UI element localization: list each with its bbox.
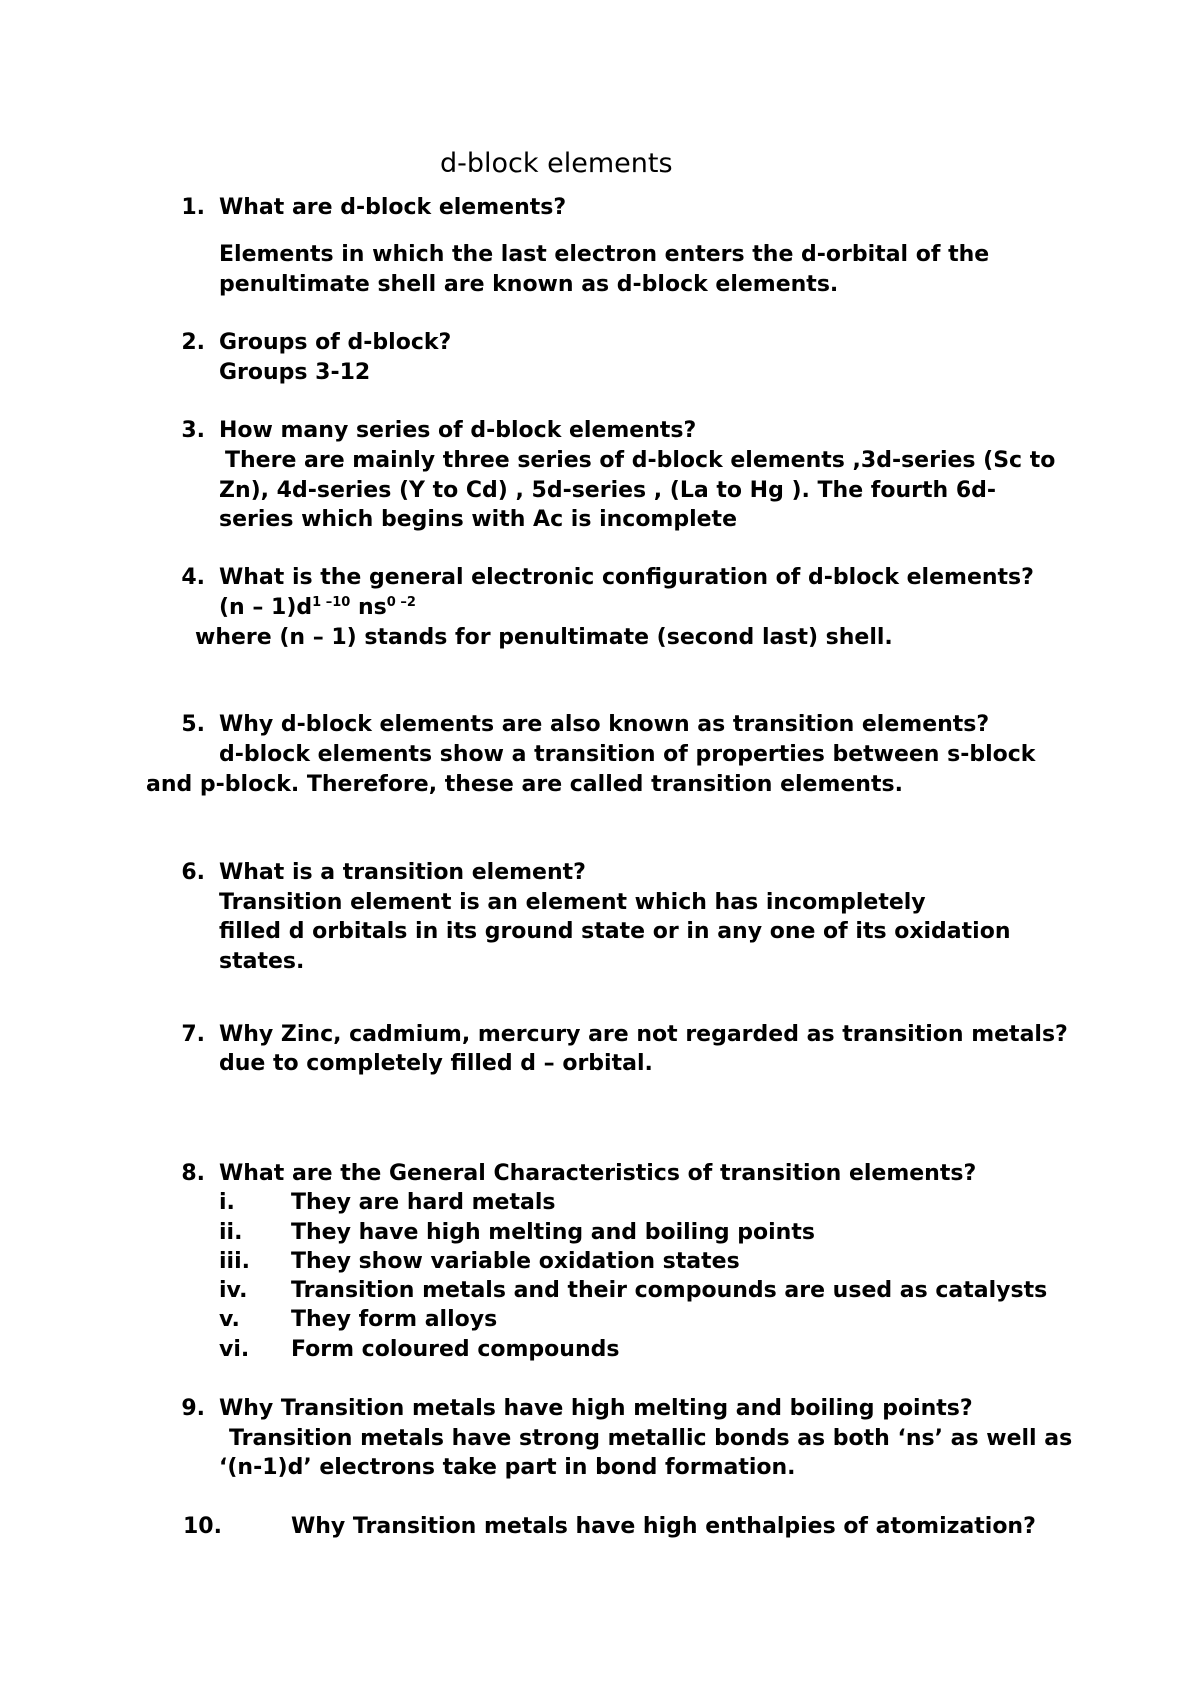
q6-answer-line1: Transition element is an element which has incompletely — [219, 890, 926, 915]
q6-question: What is a transition element? — [219, 860, 586, 885]
q1-answer-line1: Elements in which the last electron enters the d-orbital of the — [219, 242, 990, 267]
q2-answer: Groups 3-12 — [219, 360, 371, 385]
q9-question: Why Transition metals have high melting and boiling points? — [219, 1396, 973, 1421]
q1-answer-line2: penultimate shell are known as d-block elements. — [219, 272, 839, 297]
q5-answer-line1: d-block elements show a transition of properties between s-block — [219, 742, 1036, 767]
q3-question: How many series of d-block elements? — [219, 418, 697, 443]
q8-item-numeral: i. — [219, 1190, 235, 1215]
q8-item-text: They have high melting and boiling points — [291, 1220, 815, 1245]
q7-number: 7. — [181, 1022, 205, 1047]
q8-item-text: They form alloys — [291, 1307, 498, 1332]
q3-number: 3. — [181, 418, 205, 443]
q3-answer-line1: There are mainly three series of d-block elements ,3d-series (Sc to — [225, 448, 1056, 473]
q1-question: What are d-block elements? — [219, 195, 567, 220]
q4-number: 4. — [181, 565, 205, 590]
q7-answer: due to completely filled d – orbital. — [219, 1051, 653, 1076]
q6-answer-line3: states. — [219, 949, 305, 974]
q10-number: 10. — [183, 1514, 222, 1539]
q3-answer-line2: Zn), 4d-series (Y to Cd) , 5d-series , (La to Hg ). The fourth 6d- — [219, 478, 997, 503]
q4-answer-line2: where (n – 1) stands for penultimate (second last) shell. — [195, 625, 893, 650]
q9-number: 9. — [181, 1396, 205, 1421]
q5-number: 5. — [181, 712, 205, 737]
q8-item-text: Form coloured compounds — [291, 1337, 620, 1362]
q2-number: 2. — [181, 330, 205, 355]
q8-question: What are the General Characteristics of transition elements? — [219, 1161, 977, 1186]
q4-formula-sup1: 1 –10 — [312, 595, 351, 610]
q6-number: 6. — [181, 860, 205, 885]
q8-number: 8. — [181, 1161, 205, 1186]
q7-question: Why Zinc, cadmium, mercury are not regarded as transition metals? — [219, 1022, 1068, 1047]
q4-formula — [219, 597, 416, 619]
q4-formula-sup2: 0 –2 — [386, 595, 416, 610]
q2-question: Groups of d-block? — [219, 330, 452, 355]
q5-question: Why d-block elements are also known as transition elements? — [219, 712, 990, 737]
q8-item-text: They are hard metals — [291, 1190, 556, 1215]
q8-item-numeral: iii. — [219, 1249, 250, 1274]
q8-item-numeral: vi. — [219, 1337, 250, 1362]
q8-item-numeral: v. — [219, 1307, 240, 1332]
q8-item-text: They show variable oxidation states — [291, 1249, 740, 1274]
q10-question: Why Transition metals have high enthalpies of atomization? — [291, 1514, 1036, 1539]
q4-question: What is the general electronic configuration of d-block elements? — [219, 565, 1034, 590]
q8-item-text: Transition metals and their compounds are used as catalysts — [291, 1278, 1048, 1303]
q4-formula-part2: ns — [350, 595, 387, 620]
q4-formula-part1: (n – 1)d — [219, 595, 313, 620]
q6-answer-line2: filled d orbitals in its ground state or in any one of its oxidation — [219, 919, 1011, 944]
q8-item-numeral: iv. — [219, 1278, 248, 1303]
q8-item-numeral: ii. — [219, 1220, 243, 1245]
page-title: d-block elements — [440, 148, 673, 179]
q9-answer-line2: ‘(n-1)d’ electrons take part in bond formation. — [219, 1455, 796, 1480]
q9-answer-line1: Transition metals have strong metallic bonds as both ‘ns’ as well as — [229, 1426, 1073, 1451]
q3-answer-line3: series which begins with Ac is incomplete — [219, 507, 737, 532]
q5-answer-line2: and p-block. Therefore, these are called transition elements. — [146, 772, 903, 797]
q1-number: 1. — [181, 195, 205, 220]
